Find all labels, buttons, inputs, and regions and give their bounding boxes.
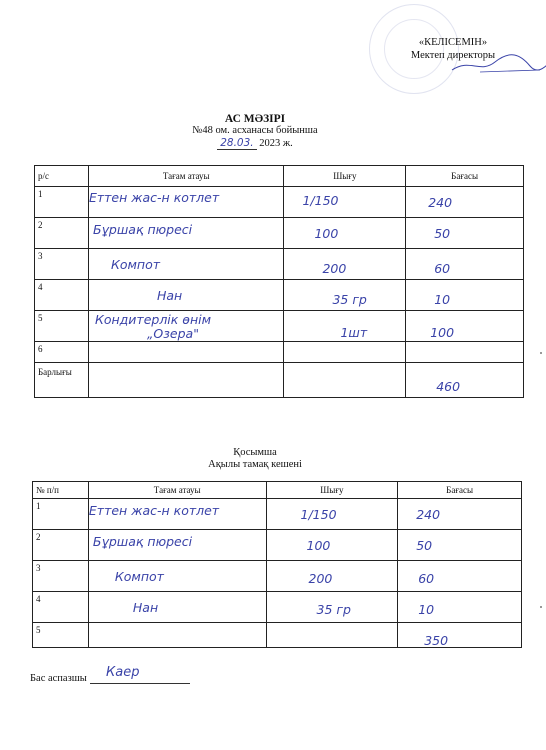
total-label: Барлығы	[35, 363, 89, 398]
table-row	[33, 623, 522, 648]
yield-cell	[266, 561, 398, 592]
col-number-header: № п/п	[33, 482, 89, 499]
total-value: 460	[436, 379, 461, 394]
dish-yield: 1/150	[300, 507, 337, 522]
row-number: 3	[33, 561, 89, 592]
col-name-header: Тағам атауы	[88, 482, 266, 499]
yield-cell	[266, 530, 398, 561]
menu-subtitle: №48 ом. асханасы бойынша	[192, 125, 318, 136]
price-cell	[406, 218, 524, 249]
price-cell	[398, 623, 522, 648]
row-number: 4	[33, 592, 89, 623]
dish-yield: 35 гр	[316, 602, 351, 617]
yield-cell	[266, 592, 398, 623]
dish-name: Нан	[132, 600, 159, 615]
dish-name: Еттен жас-н котлет	[88, 190, 220, 205]
price-cell	[406, 311, 524, 342]
approval-block	[388, 36, 518, 62]
row-number: 3	[35, 249, 89, 280]
dish-price: 10	[418, 602, 435, 617]
dish-price: 50	[434, 226, 451, 241]
paid-menu-table	[32, 481, 522, 648]
chef-signature-block	[30, 665, 190, 684]
table-row	[35, 311, 524, 342]
row-number: 5	[35, 311, 89, 342]
table-row	[35, 249, 524, 280]
row-number: 1	[35, 187, 89, 218]
row-number: 6	[35, 342, 89, 363]
yield-cell	[284, 311, 406, 342]
col-yield-header: Шығу	[266, 482, 398, 499]
menu-date	[150, 137, 360, 149]
date-handwritten: 28.03.	[217, 137, 256, 150]
dish-name-cell	[88, 249, 284, 280]
table-row	[35, 218, 524, 249]
dish-name-cell	[88, 187, 284, 218]
dish-yield: 200	[308, 571, 333, 586]
menu-table	[34, 165, 524, 398]
dish-name: Компот	[114, 569, 164, 584]
total-empty-cell	[284, 363, 406, 398]
table-row	[33, 592, 522, 623]
dish-price: 240	[428, 195, 453, 210]
row-number: 4	[35, 280, 89, 311]
total-row	[35, 363, 524, 398]
price-cell	[398, 561, 522, 592]
row-number: 1	[33, 499, 89, 530]
dish-price: 50	[416, 538, 433, 553]
col-number-header: р/с	[35, 166, 89, 187]
dish-name: Еттен жас-н котлет	[88, 503, 220, 518]
director-signature-icon	[450, 50, 546, 76]
total-empty-cell	[88, 363, 284, 398]
dish-yield: 100	[306, 538, 331, 553]
supplement-subtitle: Ақылы тамақ кешені	[208, 459, 302, 470]
price-cell	[406, 280, 524, 311]
scan-mark	[540, 352, 542, 354]
col-name-header: Тағам атауы	[88, 166, 284, 187]
yield-cell	[284, 187, 406, 218]
dish-price: 10	[434, 292, 451, 307]
total-cell	[406, 363, 524, 398]
dish-name-cell	[88, 280, 284, 311]
table-row	[33, 530, 522, 561]
approval-heading: «КЕЛІСЕМІН»	[418, 37, 488, 48]
price-cell	[406, 187, 524, 218]
approval-director: Мектеп директоры	[410, 50, 496, 61]
dish-yield: 35 гр	[332, 292, 367, 307]
price-cell	[398, 530, 522, 561]
row-number: 2	[33, 530, 89, 561]
dish-price: 60	[434, 261, 451, 276]
supplement-title: Қосымша	[233, 447, 277, 458]
total-value: 350	[424, 633, 449, 648]
table-row	[35, 342, 524, 363]
dish-name: Бұршақ пюресі	[92, 534, 193, 549]
dish-name: Кондитерлік өнім	[94, 312, 212, 327]
dish-price: 240	[416, 507, 441, 522]
dish-name-brand: „Озера"	[146, 326, 199, 341]
price-cell	[398, 592, 522, 623]
yield-cell	[266, 499, 398, 530]
dish-name-cell	[88, 499, 266, 530]
dish-price: 60	[418, 571, 435, 586]
dish-name-cell	[88, 592, 266, 623]
price-cell	[398, 499, 522, 530]
yield-cell	[284, 342, 406, 363]
dish-name: Нан	[156, 288, 183, 303]
dish-price: 100	[430, 325, 455, 340]
dish-name-cell	[88, 311, 284, 342]
row-number: 5	[33, 623, 89, 648]
dish-name-cell	[88, 561, 266, 592]
price-cell	[406, 249, 524, 280]
dish-yield: 100	[314, 226, 339, 241]
yield-cell	[284, 280, 406, 311]
dish-name-cell	[88, 218, 284, 249]
col-yield-header: Шығу	[284, 166, 406, 187]
price-cell	[406, 342, 524, 363]
row-number: 2	[35, 218, 89, 249]
table-header-row	[33, 482, 522, 499]
col-price-header: Бағасы	[398, 482, 522, 499]
chef-label: Бас аспазшы	[30, 673, 87, 684]
col-price-header: Бағасы	[406, 166, 524, 187]
dish-yield: 1/150	[302, 193, 339, 208]
dish-name: Бұршақ пюресі	[92, 222, 193, 237]
dish-name-cell	[88, 530, 266, 561]
signature-line	[90, 673, 190, 684]
yield-cell	[266, 623, 398, 648]
dish-yield: 200	[322, 261, 347, 276]
table-row	[33, 561, 522, 592]
dish-name-cell	[88, 623, 266, 648]
dish-name-cell	[88, 342, 284, 363]
dish-yield: 1шт	[340, 325, 368, 340]
chef-signature: Каер	[106, 665, 140, 680]
table-header-row	[35, 166, 524, 187]
menu-title: АС МӘЗІРІ	[224, 113, 286, 125]
yield-cell	[284, 249, 406, 280]
date-year: 2023 ж.	[259, 138, 293, 149]
dish-name: Компот	[110, 257, 161, 272]
scan-mark	[540, 606, 542, 608]
table-row	[35, 187, 524, 218]
table-row	[35, 280, 524, 311]
yield-cell	[284, 218, 406, 249]
table-row	[33, 499, 522, 530]
